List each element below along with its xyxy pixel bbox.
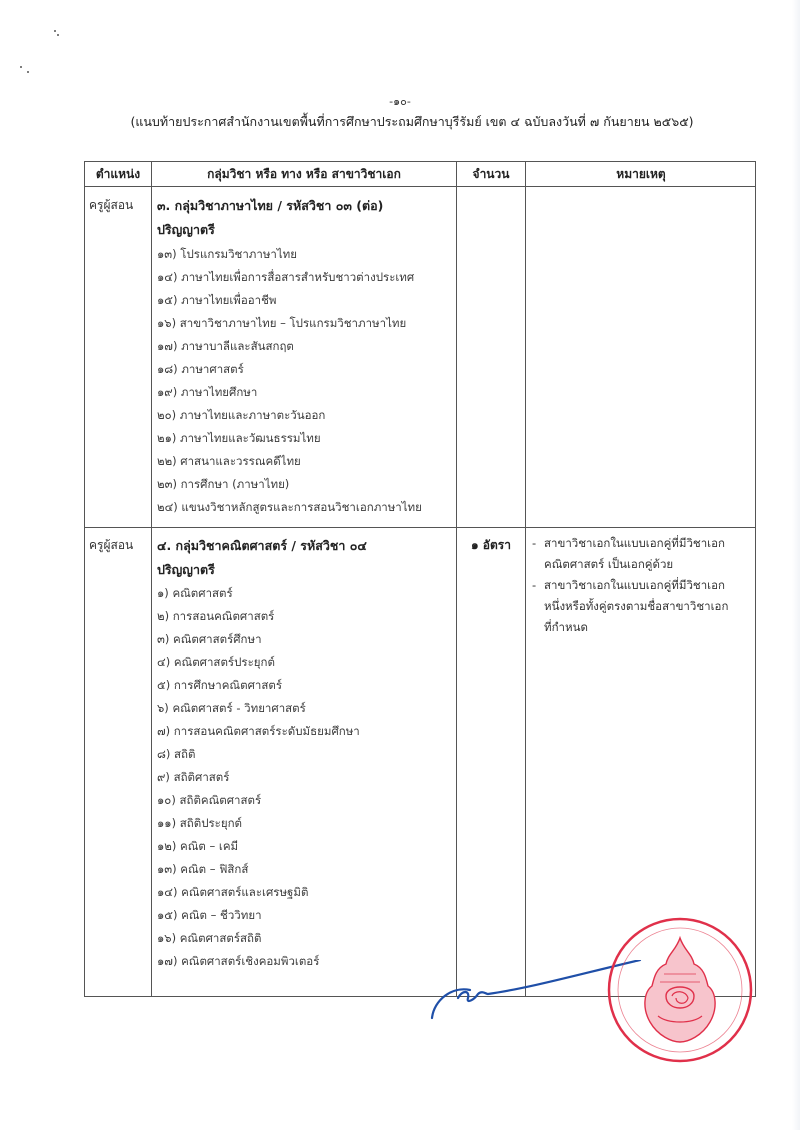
list-item: ๑๙) ภาษาไทยศึกษา (157, 385, 258, 399)
list-item: ๒๒) ศาสนาและวรรณคดีไทย (157, 454, 301, 468)
degree-label: ปริญญาตรี (157, 562, 215, 577)
column-header-subject: กลุ่มวิชา หรือ ทาง หรือ สาขาวิชาเอก (207, 167, 401, 181)
list-item: ๘) สถิติ (157, 747, 196, 761)
column-divider (151, 162, 152, 996)
remark-note (532, 533, 754, 638)
column-header-remarks: หมายเหตุ (616, 167, 666, 181)
note-dash: - (532, 578, 537, 592)
list-item: ๒๔) แขนงวิชาหลักสูตรและการสอนวิชาเอกภาษาไทย (157, 500, 422, 514)
list-item: ๑๕) คณิต – ชีววิทยา (157, 908, 262, 922)
list-item: ๒๓) การศึกษา (ภาษาไทย) (157, 477, 290, 491)
position-count: ๑ อัตรา (471, 538, 511, 552)
list-item: ๑๕) ภาษาไทยเพื่ออาชีพ (157, 293, 277, 307)
list-item: ๑๔) คณิตศาสตร์และเศรษฐมิติ (157, 885, 309, 899)
list-item: ๒๑) ภาษาไทยและวัฒนธรรมไทย (157, 431, 321, 445)
subject-group-title: ๔. กลุ่มวิชาคณิตศาสตร์ / รหัสวิชา ๐๔ (157, 538, 367, 553)
note-line: หนึ่งหรือทั้งคู่ตรงตามชื่อสาขาวิชาเอก (544, 599, 729, 613)
list-item: ๑๔) ภาษาไทยเพื่อการสื่อสารสำหรับชาวต่างประเทศ (157, 270, 415, 284)
list-item: ๑๑) สถิติประยุกต์ (157, 816, 243, 830)
subject-group-title: ๓. กลุ่มวิชาภาษาไทย / รหัสวิชา ๐๓ (ต่อ) (157, 198, 384, 213)
degree-label: ปริญญาตรี (157, 222, 215, 237)
list-item: ๔) คณิตศาสตร์ประยุกต์ (157, 655, 275, 669)
list-item: ๑๖) คณิตศาสตร์สถิติ (157, 931, 262, 945)
list-item: ๓) คณิตศาสตร์ศึกษา (157, 632, 262, 646)
scan-edge (792, 0, 800, 1130)
scan-speck (57, 34, 59, 36)
list-item: ๑๓) โปรแกรมวิชาภาษาไทย (157, 247, 297, 261)
list-item: ๖) คณิตศาสตร์ - วิทยาศาสตร์ (157, 701, 306, 715)
list-item: ๑๗) คณิตศาสตร์เชิงคอมพิวเตอร์ (157, 954, 320, 968)
note-line: คณิตศาสตร์ เป็นเอกคู่ด้วย (544, 557, 674, 571)
note-line: สาขาวิชาเอกในแบบเอกคู่ที่มีวิชาเอก (544, 536, 725, 550)
page-number: -๑๐- (389, 95, 411, 108)
document-subtitle: (แนบท้ายประกาศสำนักงานเขตพื้นที่การศึกษาประถมศึกษาบุรีรัมย์ เขต ๔ ฉบับลงวันที่ ๗ กันยายน ๒๕๖๕) (130, 114, 694, 129)
scan-speck (27, 71, 29, 73)
scan-speck (20, 66, 22, 68)
official-seal-icon (606, 916, 754, 1064)
list-item: ๒๐) ภาษาไทยและภาษาตะวันออก (157, 408, 326, 422)
column-divider (525, 162, 526, 996)
row-position: ครูผู้สอน (89, 198, 134, 212)
list-item: ๗) การสอนคณิตศาสตร์ระดับมัธยมศึกษา (157, 724, 360, 738)
row-position: ครูผู้สอน (89, 538, 134, 552)
row-divider (85, 527, 755, 528)
note-dash: - (532, 536, 537, 550)
list-item: ๙) สถิติศาสตร์ (157, 770, 230, 784)
list-item: ๑๐) สถิติคณิตศาสตร์ (157, 793, 262, 807)
list-item: ๒) การสอนคณิตศาสตร์ (157, 609, 275, 623)
column-divider (456, 162, 457, 996)
list-item: ๑๒) คณิต – เคมี (157, 839, 239, 853)
list-item: ๕) การศึกษาคณิตศาสตร์ (157, 678, 282, 692)
column-header-count: จำนวน (472, 167, 510, 181)
list-item: ๑๓) คณิต – ฟิสิกส์ (157, 862, 249, 876)
scan-speck (54, 30, 56, 32)
list-item: ๑๘) ภาษาศาสตร์ (157, 362, 244, 376)
column-header-position: ตำแหน่ง (95, 167, 141, 181)
qualification-table (84, 161, 756, 997)
note-line: สาขาวิชาเอกในแบบเอกคู่ที่มีวิชาเอก (544, 578, 725, 592)
list-item: ๑๗) ภาษาบาลีและสันสกฤต (157, 339, 294, 353)
note-line: ที่กำหนด (544, 620, 588, 634)
list-item: ๑๖) สาขาวิชาภาษาไทย – โปรแกรมวิชาภาษาไทย (157, 316, 407, 330)
header-divider (85, 186, 755, 187)
list-item: ๑) คณิตศาสตร์ (157, 586, 233, 600)
